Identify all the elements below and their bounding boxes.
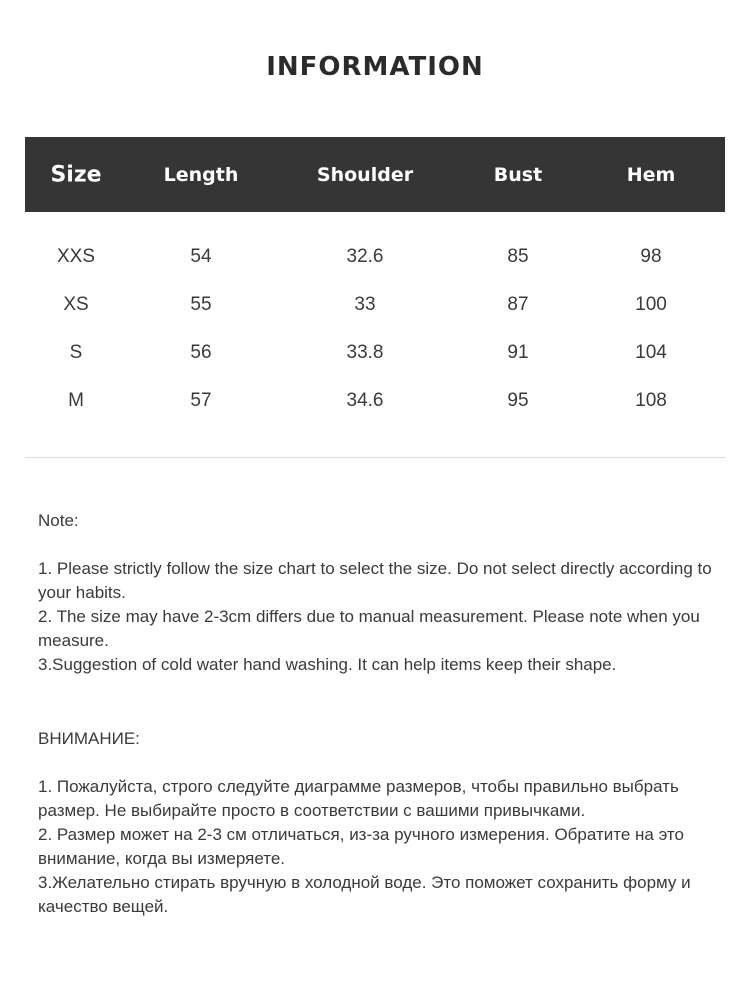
note-heading: Note: [38,511,79,530]
cell-shoulder: 33.8 [346,342,384,363]
cell-size: XXS [56,246,96,267]
header-size: Size [50,162,102,187]
cell-bust: 91 [507,342,529,363]
note-line: 3.Желательно стирать вручную в холодной воде. Это поможет сохранить форму и качество вещей. [38,873,691,916]
cell-shoulder: 33 [354,294,376,315]
cell-size: M [68,390,84,411]
size-table [25,137,725,437]
cell-hem: 100 [635,294,667,315]
cell-length: 55 [190,294,212,315]
cell-shoulder: 32.6 [346,246,384,267]
cell-length: 54 [190,246,212,267]
page-title: INFORMATION [266,52,484,82]
cell-bust: 87 [507,294,529,315]
table-header [25,137,725,212]
note-line: 2. Размер может на 2-3 см отличаться, из-за ручного измерения. Обратите на это внимание, когда вы измеряете. [38,825,684,868]
table-row [25,389,725,437]
cell-length: 57 [190,390,212,411]
table-row [25,293,725,341]
table-row [25,341,725,389]
cell-hem: 108 [635,390,667,411]
note-line: 3.Suggestion of cold water hand washing. It can help items keep their shape. [38,655,617,674]
header-shoulder: Shoulder [316,163,414,186]
cell-bust: 95 [507,390,529,411]
cell-shoulder: 34.6 [346,390,384,411]
cell-hem: 104 [635,342,667,363]
cell-hem: 98 [640,246,662,267]
note-line: 1. Please strictly follow the size chart to select the size. Do not select directly according to your habits. [38,559,712,602]
note-heading: ВНИМАНИЕ: [38,729,140,748]
header-hem: Hem [626,163,676,186]
note-russian [38,727,718,919]
header-length: Length [163,163,239,186]
note-line: 1. Пожалуйста, строго следуйте диаграмме размеров, чтобы правильно выбрать размер. Не выбирайте просто в соответствии с вашими привычками. [38,777,679,820]
table-body [25,245,725,437]
section-divider [25,457,725,458]
table-row [25,245,725,293]
note-english [38,509,718,677]
cell-size: XS [63,294,89,315]
cell-length: 56 [190,342,212,363]
note-line: 2. The size may have 2-3cm differs due to manual measurement. Please note when you measure. [38,607,700,650]
cell-size: S [69,342,83,363]
cell-bust: 85 [507,246,529,267]
header-bust: Bust [493,163,543,186]
